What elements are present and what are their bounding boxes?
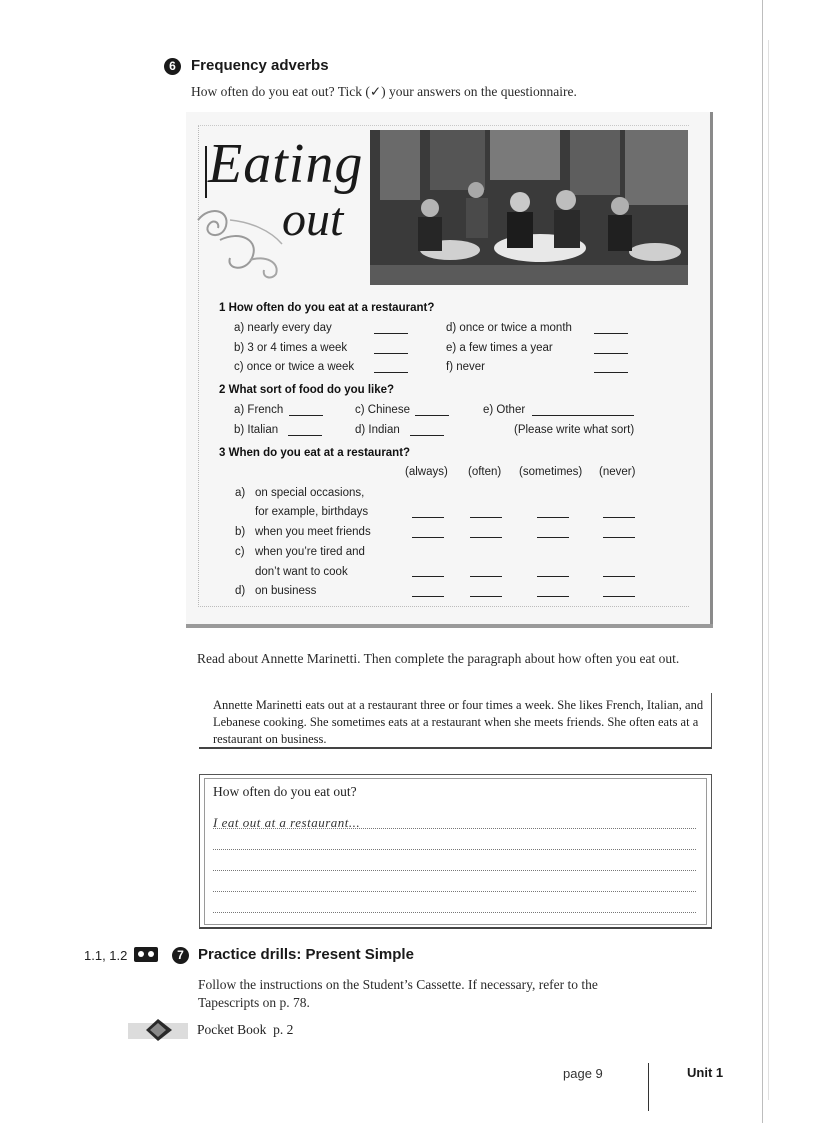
answer-line-5[interactable]: [213, 912, 696, 913]
q1-option-c: c) once or twice a week: [234, 361, 355, 373]
q3-row-c-text: when you’re tired and: [255, 546, 365, 558]
reading-instruction: Read about Annette Marinetti. Then complete the paragraph about how often you eat out.: [197, 651, 680, 666]
q3-c-never[interactable]: [603, 576, 635, 577]
section-6-title: Frequency adverbs: [191, 57, 329, 74]
q3-row-a-letter: a): [235, 487, 246, 499]
q2-note: (Please write what sort): [514, 424, 635, 436]
section-6-badge: 6: [164, 58, 181, 75]
answer-box-inner: [204, 778, 707, 925]
q2-heading: 2 What sort of food do you like?: [219, 384, 395, 396]
panel-shadow: [186, 624, 713, 628]
page-number: page 9: [563, 1066, 603, 1081]
pocket-book-ref: Pocket Book p. 2: [197, 1022, 294, 1037]
q3-d-never[interactable]: [603, 596, 635, 597]
q1-heading: 1 How often do you eat at a restaurant?: [219, 302, 435, 314]
q2-option-d: d) Indian: [355, 424, 400, 436]
q3-a-always[interactable]: [412, 517, 444, 518]
track-numbers: 1.1, 1.2: [84, 948, 128, 963]
questionnaire-title-eating: Eating: [208, 133, 364, 195]
q1-blank-a[interactable]: [374, 333, 408, 334]
q3-col-always: (always): [405, 466, 448, 478]
q1-option-a: a) nearly every day: [234, 322, 332, 334]
answer-line-2[interactable]: [213, 849, 696, 850]
unit-label: Unit 1: [687, 1065, 724, 1080]
q3-b-often[interactable]: [470, 537, 502, 538]
q1-option-f: f) never: [446, 361, 485, 373]
restaurant-photo: [370, 130, 688, 285]
q3-row-a-text2: for example, birthdays: [255, 506, 369, 518]
q3-col-often: (often): [468, 466, 502, 478]
q2-blank-d[interactable]: [410, 435, 444, 436]
answer-question: How often do you eat out?: [213, 784, 357, 799]
q3-col-sometimes: (sometimes): [519, 466, 583, 478]
q3-c-always[interactable]: [412, 576, 444, 577]
cassette-icon: [134, 947, 158, 962]
q2-blank-a[interactable]: [289, 415, 323, 416]
footer-divider: [648, 1063, 649, 1111]
section-6-instruction: How often do you eat out? Tick (✓) your answers on the questionnaire.: [191, 84, 577, 99]
restaurant-photo-art: [370, 130, 688, 285]
q3-row-c-text2: don’t want to cook: [255, 566, 348, 578]
q1-blank-c[interactable]: [374, 372, 408, 373]
title-rule: [205, 146, 207, 198]
q3-b-always[interactable]: [412, 537, 444, 538]
q3-row-d-letter: d): [235, 585, 246, 597]
scan-edge-inner: [768, 40, 769, 1100]
q3-d-sometimes[interactable]: [537, 596, 569, 597]
q3-c-often[interactable]: [470, 576, 502, 577]
q3-row-c-letter: c): [235, 546, 245, 558]
section-7-instruction: Follow the instructions on the Student’s Cassette. If necessary, refer to the Tapescripts on p. 78.: [198, 977, 598, 1010]
reading-text: Annette Marinetti eats out at a restaurant three or four times a week. She likes French, Italian, and Lebanese cooking. She sometimes eats at a restaurant when she meets friends. She often eats at a restaurant on business.: [213, 698, 704, 746]
answer-line-4[interactable]: [213, 891, 696, 892]
q2-blank-e[interactable]: [532, 415, 634, 416]
q1-option-b: b) 3 or 4 times a week: [234, 342, 348, 354]
q3-b-never[interactable]: [603, 537, 635, 538]
q1-blank-e[interactable]: [594, 353, 628, 354]
q3-b-sometimes[interactable]: [537, 537, 569, 538]
q1-blank-b[interactable]: [374, 353, 408, 354]
q3-row-b-text: when you meet friends: [255, 526, 371, 538]
ornament-flourish: [190, 200, 310, 280]
answer-start: I eat out at a restaurant...: [213, 815, 361, 830]
q2-blank-c[interactable]: [415, 415, 449, 416]
q2-option-c: c) Chinese: [355, 404, 410, 416]
q1-blank-d[interactable]: [594, 333, 628, 334]
section-7-badge: 7: [172, 947, 189, 964]
q3-d-always[interactable]: [412, 596, 444, 597]
q1-option-e: e) a few times a year: [446, 342, 553, 354]
section-7-title: Practice drills: Present Simple: [198, 946, 414, 963]
q2-option-a: a) French: [234, 404, 284, 416]
q2-blank-b[interactable]: [288, 435, 322, 436]
q3-heading: 3 When do you eat at a restaurant?: [219, 447, 411, 459]
q2-option-b: b) Italian: [234, 424, 279, 436]
q3-d-often[interactable]: [470, 596, 502, 597]
answer-line-3[interactable]: [213, 870, 696, 871]
q1-blank-f[interactable]: [594, 372, 628, 373]
scan-edge: [762, 0, 763, 1123]
q1-option-d: d) once or twice a month: [446, 322, 572, 334]
q3-a-never[interactable]: [603, 517, 635, 518]
q2-option-e: e) Other: [483, 404, 526, 416]
pocket-book-icon: [128, 1017, 188, 1043]
q3-a-sometimes[interactable]: [537, 517, 569, 518]
q3-col-never: (never): [599, 466, 636, 478]
q3-row-b-letter: b): [235, 526, 246, 538]
q3-row-d-text: on business: [255, 585, 317, 597]
q3-row-a-text: on special occasions,: [255, 487, 365, 499]
q3-c-sometimes[interactable]: [537, 576, 569, 577]
q3-a-often[interactable]: [470, 517, 502, 518]
questionnaire-title-out: out: [282, 193, 344, 246]
answer-line-1[interactable]: [213, 828, 696, 829]
